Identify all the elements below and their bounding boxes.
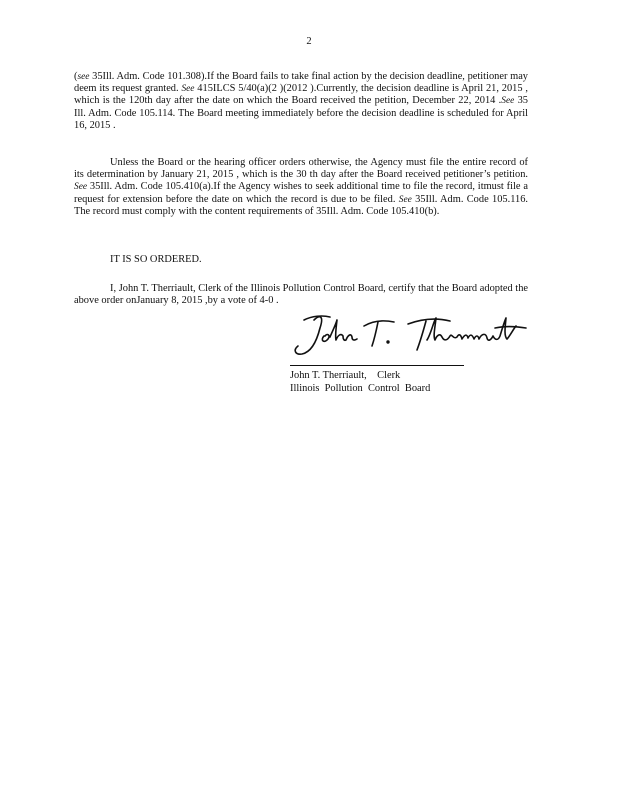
text-span: Unless the Board or the hearing officer orders otherwise, the Agency must file the entire record of its determination by January 21, 2015 , which is the 30 th day after the Board received petitioner’s petition. xyxy=(74,157,528,181)
citation-signal: See xyxy=(181,84,195,95)
signature-block xyxy=(290,369,430,395)
handwritten-signature xyxy=(290,306,535,360)
paragraph-record-filing xyxy=(74,157,528,218)
text-span: 35Ill. Adm. Code 105.116. The record must comply with the content requirements of 35Ill. Adm. Code 105.410(b). xyxy=(74,193,528,217)
clerk-certification: I, John T. Therriault, Clerk of the Illinois Pollution Control Board, certify that the Board adopted the above order onJanuary 8, 2015 ,by a vote of 4-0 . xyxy=(74,283,528,307)
citation-signal: see xyxy=(77,72,90,82)
signature-line xyxy=(290,365,464,366)
text-span: ( xyxy=(74,71,78,82)
citation-signal: See xyxy=(501,96,515,107)
paragraph-decision-deadline xyxy=(74,71,528,132)
page-number: 2 xyxy=(306,36,312,47)
signer-name-title: John T. Therriault, Clerk xyxy=(290,370,401,381)
text-span: 35Ill. Adm. Code 105.410(a).If the Agency wishes to seek additional time to file the record, itmust file a request for extension before the date on which the record is due to be filed. xyxy=(74,181,528,205)
text-span: 35Ill. Adm. Code 101.308).If the Board fails to take final action by the decision deadline, petitioner may deem its request granted. xyxy=(74,71,528,95)
text-span: 415ILCS 5/40(a)(2 )(2012 ).Currently, the decision deadline is April 21, 2015 , which is the 120th day after the date on which the Board received the petition, December 22, 2014 . xyxy=(74,83,528,107)
citation-signal: See xyxy=(398,194,412,205)
signer-organization: Illinois Pollution Control Board xyxy=(290,383,431,394)
ordered-statement: IT IS SO ORDERED. xyxy=(110,254,202,265)
citation-signal: See xyxy=(74,182,88,193)
text-span: 35 Ill. Adm. Code 105.114. The Board meeting immediately before the decision deadline is scheduled for April 16, 2015 . xyxy=(74,95,528,131)
